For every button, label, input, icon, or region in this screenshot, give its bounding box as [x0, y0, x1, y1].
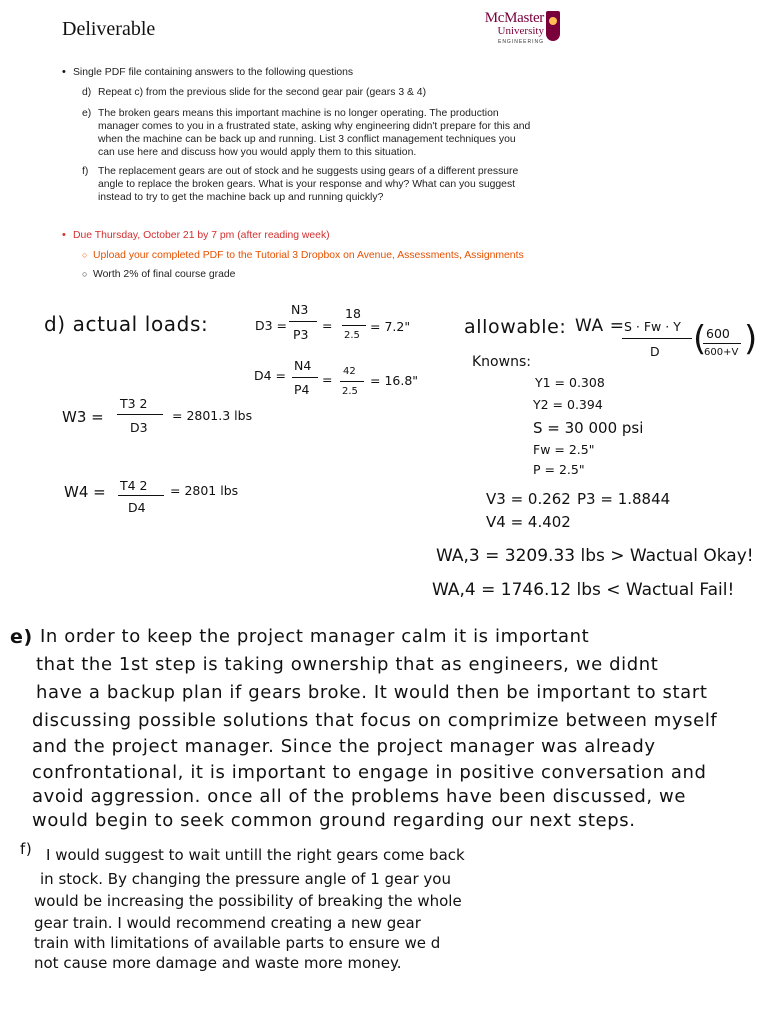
w3-lhs: W3 =	[62, 408, 104, 426]
question-d-label: d)	[82, 87, 92, 98]
v4-value: V4 = 4.402	[486, 513, 571, 531]
answer-f-line: I would suggest to wait untill the right gears come back	[46, 846, 465, 864]
v3-value: V3 = 0.262	[486, 490, 571, 508]
question-e-label: e)	[82, 108, 92, 119]
wa3-result: WA,3 = 3209.33 lbs > Wactual Okay!	[436, 546, 754, 566]
answer-e-line: discussing possible solutions that focus on comprimize between myself	[32, 710, 718, 731]
wa-den: D	[650, 344, 660, 359]
d4-den: P4	[294, 382, 310, 397]
allowable-label: allowable:	[464, 316, 567, 338]
answer-e-line: would begin to seek common ground regarding our next steps.	[32, 810, 636, 831]
upload-instructions: Upload your completed PDF to the Tutorial 3 Dropbox on Avenue, Assessments, Assignments	[93, 250, 524, 261]
d3-num2: 18	[345, 306, 361, 321]
d3-result: = 7.2"	[370, 319, 411, 334]
question-f-line: angle to replace the broken gears. What is your response and why? What can you suggest	[98, 179, 516, 190]
w3-result: = 2801.3 lbs	[172, 408, 253, 423]
page-title: Deliverable	[62, 18, 156, 40]
close-paren-icon: )	[744, 319, 758, 359]
answer-e-label: e)	[10, 626, 33, 648]
wa-kv-den: 600+V	[704, 347, 739, 358]
d4-lhs: D4 =	[254, 368, 287, 383]
due-date: Due Thursday, October 21 by 7 pm (after reading week)	[73, 230, 330, 241]
circle-bullet-icon: ○	[82, 269, 88, 279]
d4-num: N4	[294, 358, 312, 373]
d4-num2: 42	[343, 366, 356, 377]
question-e-line: The broken gears means this important machine is no longer operating. The production	[98, 108, 499, 119]
mcmaster-logo	[470, 10, 550, 50]
w4-lhs: W4 =	[64, 483, 106, 501]
known-y1: Y1 = 0.308	[535, 375, 605, 390]
logo-university: University	[497, 25, 544, 37]
answer-e-line: avoid aggression. once all of the problems have been discussed, we	[32, 786, 686, 807]
d4-eq: =	[322, 372, 333, 387]
wa-kv-num: 600	[706, 326, 730, 341]
question-f-line: instead to try to get the machine back up and running quickly?	[98, 192, 384, 203]
known-y2: Y2 = 0.394	[533, 397, 603, 412]
d3-den: P3	[293, 327, 309, 342]
answer-f-label: f)	[20, 840, 33, 858]
grade-weight: Worth 2% of final course grade	[93, 269, 236, 280]
wa-num: S · Fw · Y	[624, 319, 681, 334]
known-fw: Fw = 2.5"	[533, 442, 595, 457]
d-heading: d) actual loads:	[44, 312, 209, 336]
p3-value: P3 = 1.8844	[577, 490, 671, 508]
known-s: S = 30 000 psi	[533, 419, 644, 437]
question-f-label: f)	[82, 166, 89, 177]
answer-e-line: confrontational, it is important to engage in positive conversation and	[32, 762, 707, 783]
d3-num: N3	[291, 302, 309, 317]
w3-den: D3	[130, 420, 148, 435]
question-f-line: The replacement gears are out of stock and he suggests using gears of a different pressure	[98, 166, 519, 177]
d4-result: = 16.8"	[370, 373, 419, 388]
d3-eq: =	[322, 318, 333, 333]
w4-den: D4	[128, 500, 146, 515]
bullet-single-pdf: Single PDF file containing answers to the following questions	[73, 67, 354, 78]
answer-e-line: have a backup plan if gears broke. It would then be important to start	[36, 682, 708, 703]
question-e-line: can use here and discuss how you would apply them to this situation.	[98, 147, 417, 158]
answer-f-line: not cause more damage and waste more money.	[34, 954, 402, 972]
answer-e-line: that the 1st step is taking ownership that as engineers, we didnt	[36, 654, 659, 675]
w4-num: T4 2	[120, 478, 148, 493]
wa-lhs: WA =	[575, 316, 625, 336]
question-d-text: Repeat c) from the previous slide for the second gear pair (gears 3 & 4)	[98, 87, 427, 98]
answer-f-line: train with limitations of available parts to ensure we d	[34, 934, 441, 952]
d3-lhs: D3 =	[255, 318, 288, 333]
bullet-icon: •	[62, 229, 66, 241]
answer-f-line: gear train. I would recommend creating a new gear	[34, 914, 421, 932]
answer-f-line: in stock. By changing the pressure angle of 1 gear you	[40, 870, 451, 888]
answer-f-line: would be increasing the possibility of breaking the whole	[34, 892, 462, 910]
w3-num: T3 2	[120, 396, 148, 411]
open-paren-icon: (	[693, 319, 707, 359]
d3-den2: 2.5	[344, 330, 360, 341]
logo-name: McMaster	[484, 10, 544, 26]
d4-den2: 2.5	[342, 386, 358, 397]
known-p: P = 2.5"	[533, 462, 585, 477]
bullet-icon: •	[62, 66, 66, 78]
crest-icon	[546, 11, 560, 41]
answer-e-line: and the project manager. Since the project manager was already	[32, 736, 656, 757]
logo-faculty: ENGINEERING	[497, 39, 544, 45]
question-e-line: when the machine can be back up and running. List 3 conflict management techniques you	[98, 134, 516, 145]
question-e-line: manager comes to you in a frustrated state, asking why engineering didn't prepare for this and	[98, 121, 531, 132]
w4-result: = 2801 lbs	[170, 483, 239, 498]
knowns-label: Knowns:	[472, 354, 531, 370]
answer-e-line: In order to keep the project manager calm it is important	[40, 626, 590, 647]
circle-bullet-icon: ○	[82, 250, 88, 260]
wa4-result: WA,4 = 1746.12 lbs < Wactual Fail!	[432, 580, 735, 600]
